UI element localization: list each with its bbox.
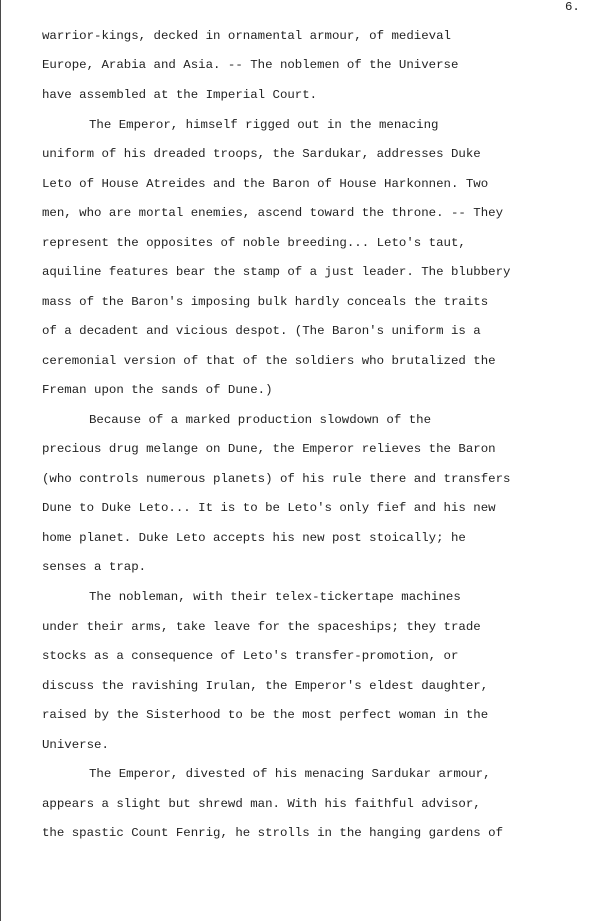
text-line: men, who are mortal enemies, ascend toward the throne. -- They	[42, 206, 504, 220]
text-line: Universe.	[42, 738, 109, 752]
paragraph-first-line: The Emperor, himself rigged out in the menacing	[89, 118, 439, 132]
text-line: stocks as a consequence of Leto's transfer-promotion, or	[42, 649, 459, 663]
text-line: represent the opposites of noble breeding... Leto's taut,	[42, 236, 466, 250]
text-line: uniform of his dreaded troops, the Sardukar, addresses Duke	[42, 147, 481, 161]
text-line: Europe, Arabia and Asia. -- The noblemen of the Universe	[42, 58, 459, 72]
text-line: (who controls numerous planets) of his rule there and transfers	[42, 472, 511, 486]
text-line: the spastic Count Fenrig, he strolls in the hanging gardens of	[42, 826, 504, 840]
text-line: under their arms, take leave for the spaceships; they trade	[42, 620, 481, 634]
text-line: Dune to Duke Leto... It is to be Leto's only fief and his new	[42, 501, 496, 515]
paragraph-first-line: The Emperor, divested of his menacing Sardukar armour,	[89, 767, 491, 781]
text-line: appears a slight but shrewd man. With his faithful advisor,	[42, 797, 481, 811]
text-line: precious drug melange on Dune, the Emperor relieves the Baron	[42, 442, 496, 456]
paragraph-first-line: Because of a marked production slowdown of the	[89, 413, 432, 427]
text-line: home planet. Duke Leto accepts his new post stoically; he	[42, 531, 466, 545]
text-line: of a decadent and vicious despot. (The Baron's uniform is a	[42, 324, 481, 338]
text-line: mass of the Baron's imposing bulk hardly conceals the traits	[42, 295, 489, 309]
page-number: 6.	[565, 0, 580, 14]
text-line: discuss the ravishing Irulan, the Emperor's eldest daughter,	[42, 679, 489, 693]
text-line: ceremonial version of that of the soldiers who brutalized the	[42, 354, 496, 368]
text-line: Freman upon the sands of Dune.)	[42, 383, 273, 397]
text-line: warrior-kings, decked in ornamental armour, of medieval	[42, 29, 451, 43]
paragraph-first-line: The nobleman, with their telex-tickertape machines	[89, 590, 461, 604]
text-line: raised by the Sisterhood to be the most perfect woman in the	[42, 708, 489, 722]
text-line: Leto of House Atreides and the Baron of House Harkonnen. Two	[42, 177, 489, 191]
text-line: aquiline features bear the stamp of a just leader. The blubbery	[42, 265, 511, 279]
text-line: senses a trap.	[42, 560, 147, 574]
text-line: have assembled at the Imperial Court.	[42, 88, 318, 102]
